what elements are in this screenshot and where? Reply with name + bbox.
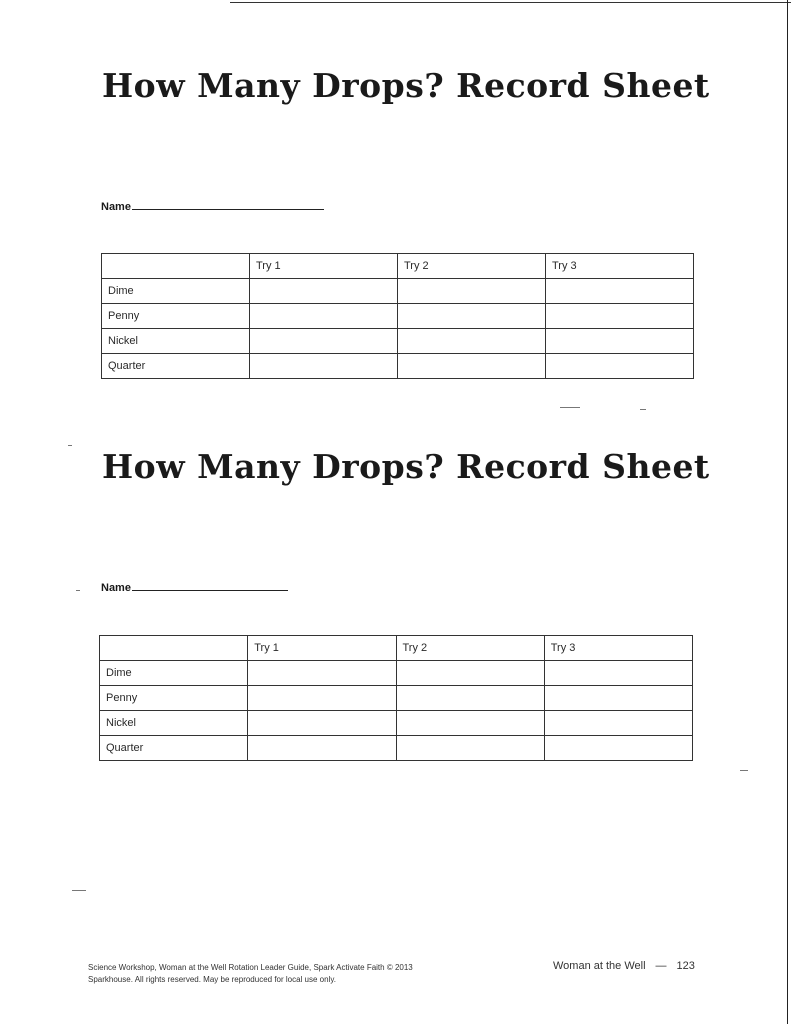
copyright-footer — [88, 962, 488, 986]
name-field[interactable] — [101, 580, 288, 594]
cell-penny-try-2[interactable] — [398, 304, 546, 329]
row-label-dime: Dime — [102, 279, 250, 304]
cell-quarter-try-3[interactable] — [544, 736, 692, 761]
row-label-quarter: Quarter — [102, 354, 250, 379]
scan-speck — [72, 890, 86, 891]
row-label-penny: Penny — [102, 304, 250, 329]
copyright-line-2: Sparkhouse. All rights reserved. May be reproduced for local use only. — [88, 975, 336, 984]
cell-penny-try-1[interactable] — [250, 304, 398, 329]
cell-quarter-try-1[interactable] — [248, 736, 396, 761]
cell-quarter-try-1[interactable] — [250, 354, 398, 379]
table-row — [102, 329, 694, 354]
header-cell-empty — [100, 636, 248, 661]
table-row — [102, 304, 694, 329]
drops-table — [99, 635, 693, 761]
page-footer — [553, 960, 695, 972]
cell-nickel-try-3[interactable] — [546, 329, 694, 354]
name-field[interactable] — [101, 199, 324, 213]
cell-dime-try-3[interactable] — [544, 661, 692, 686]
table-row — [100, 686, 693, 711]
page-number: 123 — [676, 960, 695, 972]
row-label-dime: Dime — [100, 661, 248, 686]
cell-penny-try-1[interactable] — [248, 686, 396, 711]
row-label-penny: Penny — [100, 686, 248, 711]
table-header-row — [102, 254, 694, 279]
name-blank-line[interactable] — [132, 580, 288, 591]
table-row — [102, 354, 694, 379]
sheet-title: How Many Drops? Record Sheet — [102, 447, 710, 486]
copyright-line-1: Science Workshop, Woman at the Well Rotation Leader Guide, Spark Activate Faith © 2013 — [88, 963, 413, 972]
cell-penny-try-3[interactable] — [544, 686, 692, 711]
row-label-quarter: Quarter — [100, 736, 248, 761]
header-try-3: Try 3 — [546, 254, 694, 279]
name-blank-line[interactable] — [132, 199, 324, 210]
cell-quarter-try-2[interactable] — [396, 736, 544, 761]
cell-nickel-try-1[interactable] — [250, 329, 398, 354]
header-try-3: Try 3 — [544, 636, 692, 661]
scan-speck — [68, 445, 72, 446]
scan-edge-right — [787, 0, 788, 1024]
scan-speck — [560, 407, 580, 408]
cell-nickel-try-3[interactable] — [544, 711, 692, 736]
table-row — [100, 736, 693, 761]
row-label-nickel: Nickel — [102, 329, 250, 354]
cell-penny-try-3[interactable] — [546, 304, 694, 329]
table-row — [102, 279, 694, 304]
scan-speck — [76, 590, 80, 591]
header-try-1: Try 1 — [250, 254, 398, 279]
name-label: Name — [101, 582, 131, 594]
drops-table — [101, 253, 694, 379]
cell-dime-try-3[interactable] — [546, 279, 694, 304]
cell-dime-try-1[interactable] — [248, 661, 396, 686]
header-try-2: Try 2 — [396, 636, 544, 661]
cell-dime-try-2[interactable] — [396, 661, 544, 686]
section-title: Woman at the Well — [553, 960, 646, 972]
name-label: Name — [101, 201, 131, 213]
cell-penny-try-2[interactable] — [396, 686, 544, 711]
table-row — [100, 711, 693, 736]
cell-dime-try-1[interactable] — [250, 279, 398, 304]
footer-separator: — — [655, 960, 667, 972]
cell-nickel-try-1[interactable] — [248, 711, 396, 736]
cell-quarter-try-3[interactable] — [546, 354, 694, 379]
cell-nickel-try-2[interactable] — [398, 329, 546, 354]
table-row — [100, 661, 693, 686]
scan-speck — [640, 409, 646, 410]
table-header-row — [100, 636, 693, 661]
row-label-nickel: Nickel — [100, 711, 248, 736]
header-cell-empty — [102, 254, 250, 279]
header-try-1: Try 1 — [248, 636, 396, 661]
scan-edge-top — [230, 2, 791, 3]
cell-dime-try-2[interactable] — [398, 279, 546, 304]
sheet-title: How Many Drops? Record Sheet — [102, 66, 710, 105]
cell-nickel-try-2[interactable] — [396, 711, 544, 736]
scan-speck — [740, 770, 748, 771]
header-try-2: Try 2 — [398, 254, 546, 279]
cell-quarter-try-2[interactable] — [398, 354, 546, 379]
